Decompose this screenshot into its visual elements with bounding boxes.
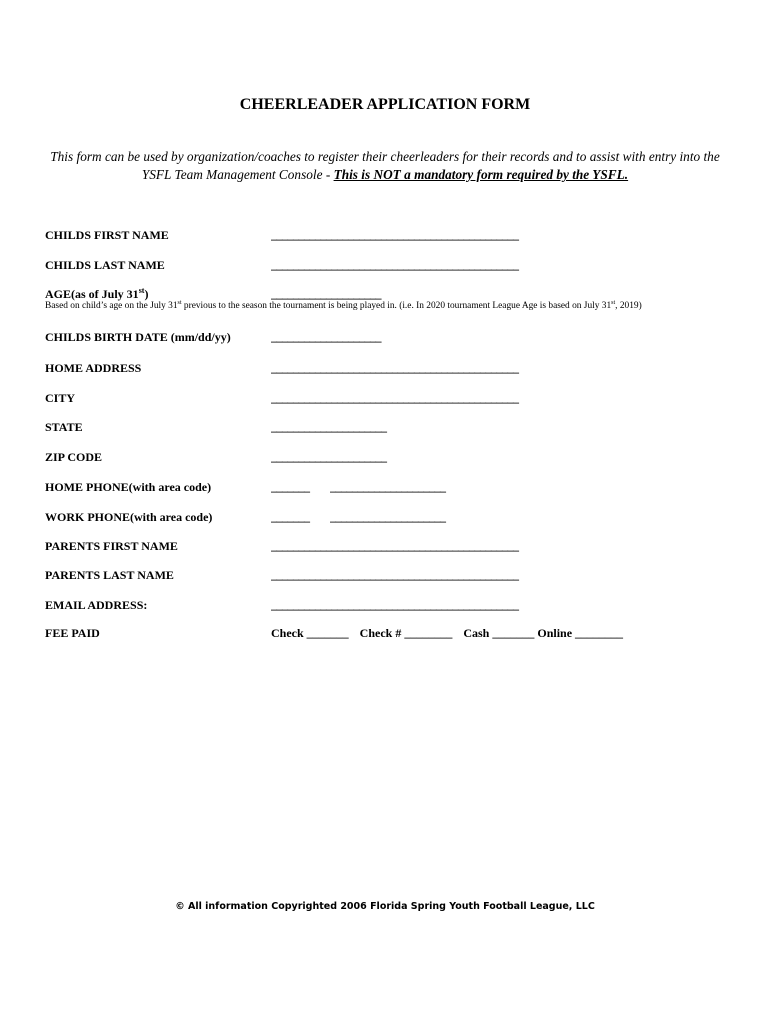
zip-label: ZIP CODE [45, 450, 103, 464]
age-note-part2: previous to the season the tournament is being played in. (i.e. In 2020 tournament League Age is based on July 31 [181, 301, 612, 311]
form-title: CHEERLEADER APPLICATION FORM [239, 96, 531, 113]
age-label-sup: st [138, 286, 145, 295]
work-phone-area-blank[interactable]: _______ [271, 510, 310, 524]
state-label: STATE [45, 420, 83, 434]
last-name-label: CHILDS LAST NAME [45, 258, 165, 272]
age-note-part3: , 2019) [615, 301, 642, 311]
age-note [45, 301, 642, 311]
home-address-blank[interactable]: _____________________________________________ [271, 361, 519, 375]
birth-date-blank[interactable]: ____________________ [271, 330, 381, 344]
intro-text: This form can be used by organization/coaches to register their cheerleaders for their records and to assist with entry into the YSFL Team Management Console - [50, 149, 720, 182]
intro-emphasis: This is NOT a mandatory form required by the YSFL. [333, 167, 629, 182]
email-blank[interactable]: _____________________________________________ [271, 598, 519, 612]
age-blank[interactable]: ____________________ [271, 287, 381, 301]
copyright-footer: © All information Copyrighted 2006 Florida Spring Youth Football League, LLC [175, 901, 595, 912]
birth-date-label: CHILDS BIRTH DATE (mm/dd/yy) [45, 330, 231, 344]
home-address-label: HOME ADDRESS [45, 361, 142, 375]
age-label-text: AGE(as of July 31 [45, 287, 139, 301]
state-blank[interactable]: _____________________ [271, 420, 387, 434]
age-note-part1: Based on child’s age on the July 31 [45, 301, 178, 311]
city-label: CITY [45, 391, 76, 405]
parent-first-name-label: PARENTS FIRST NAME [45, 539, 178, 553]
home-phone-area-blank[interactable]: _______ [271, 480, 310, 494]
work-phone-number-blank[interactable]: _____________________ [330, 510, 446, 524]
parent-last-name-label: PARENTS LAST NAME [45, 568, 174, 582]
age-label-end: ) [144, 287, 149, 301]
parent-last-name-blank[interactable]: _____________________________________________ [271, 568, 519, 582]
parent-first-name-blank[interactable]: _____________________________________________ [271, 539, 519, 553]
first-name-label: CHILDS FIRST NAME [45, 228, 169, 242]
email-label: EMAIL ADDRESS: [45, 598, 148, 612]
age-note-sup2: st [611, 299, 616, 306]
city-blank[interactable]: _____________________________________________ [271, 391, 519, 405]
fee-cash-option[interactable]: Cash _______ [463, 626, 535, 640]
zip-blank[interactable]: _____________________ [271, 450, 387, 464]
fee-online-option[interactable]: Online ________ [537, 626, 624, 640]
home-phone-number-blank[interactable]: _____________________ [330, 480, 446, 494]
home-phone-label: HOME PHONE(with area code) [45, 480, 212, 494]
fee-check-option[interactable]: Check _______ [271, 626, 349, 640]
age-label [45, 287, 148, 302]
work-phone-label: WORK PHONE(with area code) [45, 510, 213, 524]
intro-paragraph [40, 148, 730, 184]
age-note-sup1: st [177, 299, 182, 306]
last-name-blank[interactable]: _____________________________________________ [271, 258, 519, 272]
fee-options [271, 626, 623, 641]
first-name-blank[interactable]: _____________________________________________ [271, 228, 519, 242]
fee-check-number-option[interactable]: Check # ________ [359, 626, 453, 640]
fee-paid-label: FEE PAID [45, 626, 100, 640]
